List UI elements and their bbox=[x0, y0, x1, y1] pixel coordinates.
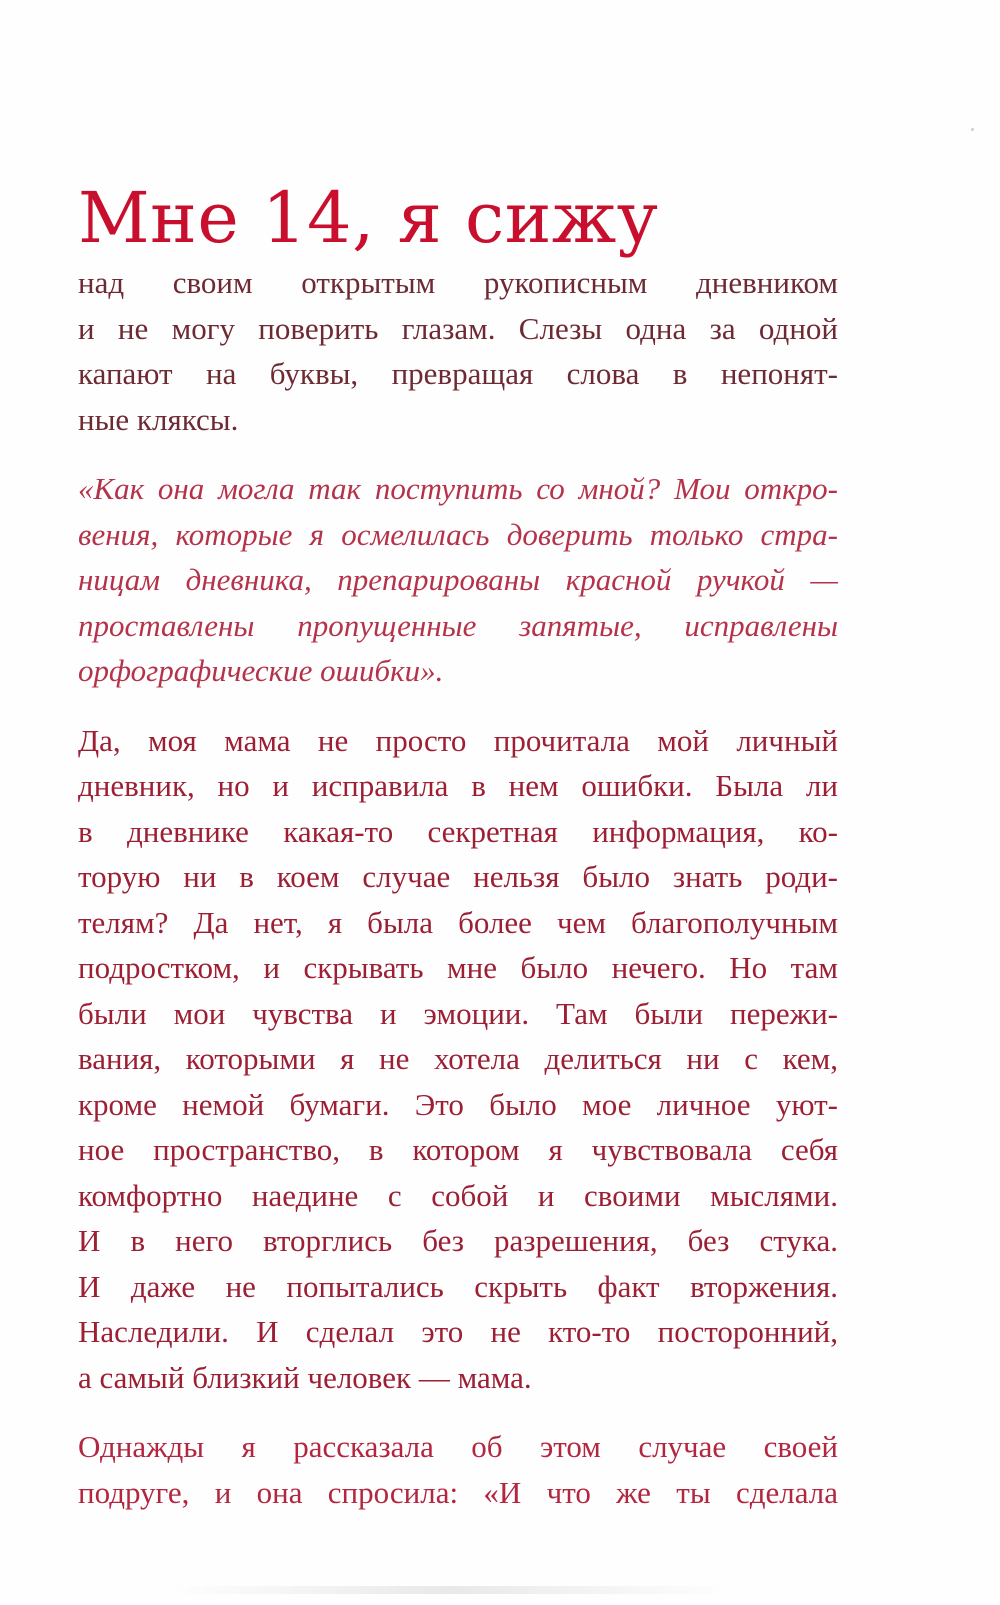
diary-quote bbox=[78, 466, 838, 694]
text-line: кроме немой бумаги. Это было мое личное уют- bbox=[78, 1086, 838, 1122]
text-line: ницам дневника, препарированы красной ручкой — bbox=[78, 562, 838, 597]
text-line: капают на буквы, превращая слова в непонят- bbox=[78, 356, 838, 391]
text-line: вания, которыми я не хотела делиться ни с кем, bbox=[78, 1041, 838, 1076]
text-line: ные кляксы. bbox=[78, 401, 239, 437]
text-line: Да, моя мама не просто прочитала мой личный bbox=[78, 722, 838, 758]
text-line: ное пространство, в котором я чувствовала себя bbox=[78, 1132, 838, 1167]
text-line: были мои чувства и эмоции. Там были пережи- bbox=[78, 995, 838, 1031]
text-line: торую ни в коем случае нельзя было знать роди- bbox=[78, 859, 838, 894]
text-line: дневник, но и исправила в нем ошибки. Была ли bbox=[78, 768, 838, 803]
text-line: подростком, и скрывать мне было нечего. Но там bbox=[78, 950, 838, 985]
scan-edge-shadow bbox=[170, 1586, 730, 1594]
text-line: проставлены пропущенные запятые, исправлены bbox=[78, 607, 838, 643]
opening-paragraph bbox=[78, 260, 838, 442]
text-line: вения, которые я осмелилась доверить только стра- bbox=[78, 516, 838, 552]
text-line: Однажды я рассказала об этом случае своей bbox=[78, 1429, 838, 1464]
text-line: в дневнике какая-то секретная информация, ко- bbox=[78, 813, 838, 849]
chapter-heading: Мне 14, я сижу bbox=[78, 177, 659, 259]
text-line: телям? Да нет, я была более чем благополучным bbox=[78, 904, 838, 940]
text-line: а самый близкий человек — мама. bbox=[78, 1359, 532, 1395]
text-line: И в него вторглись без разрешения, без стука. bbox=[78, 1223, 838, 1258]
text-line: Наследили. И сделал это не кто-то посторонний, bbox=[78, 1314, 838, 1349]
page-content bbox=[78, 176, 838, 1515]
text-line: над своим открытым рукописным дневником bbox=[78, 265, 838, 300]
text-line: «Как она могла так поступить со мной? Мои откро- bbox=[78, 471, 838, 506]
main-paragraph bbox=[78, 718, 838, 1401]
closing-paragraph bbox=[78, 1424, 838, 1515]
text-line: подруге, и она спросила: «И что же ты сделала bbox=[78, 1474, 838, 1510]
text-line: орфографические ошибки». bbox=[78, 653, 444, 688]
text-line: комфортно наедине с собой и своими мыслями. bbox=[78, 1177, 838, 1213]
page-speck bbox=[971, 128, 974, 131]
text-line: И даже не попытались скрыть факт вторжения. bbox=[78, 1268, 838, 1304]
text-line: и не могу поверить глазам. Слезы одна за одной bbox=[78, 310, 838, 346]
